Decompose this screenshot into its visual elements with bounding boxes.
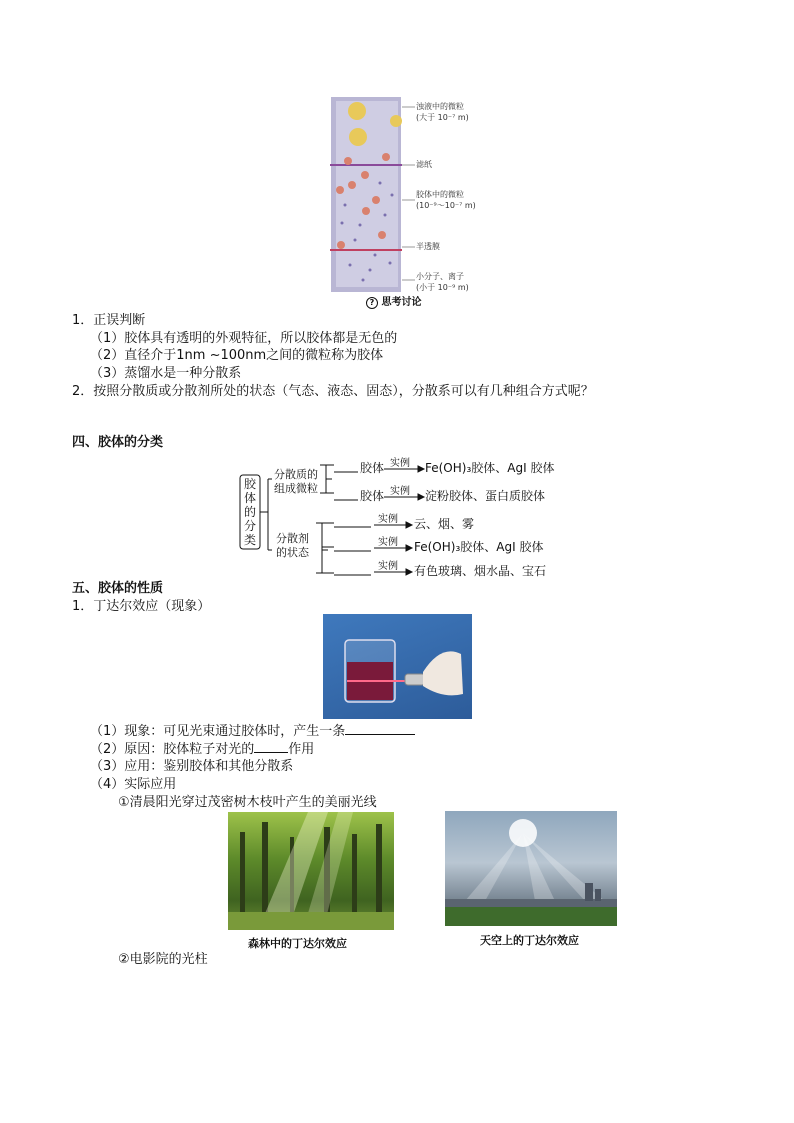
think-discuss-badge (366, 296, 421, 309)
example-1: Fe(OH)₃胶体、AgI 胶体 (425, 461, 555, 475)
label-turbid: 浊液中的微粒 (416, 102, 464, 111)
sky-photo (445, 811, 617, 926)
section5-sub1: 1．丁达尔效应（现象） (72, 599, 211, 614)
forest-photo (228, 812, 394, 930)
q1-item-2: （2）直径介于1nm ~100nm之间的微粒称为胶体 (90, 348, 384, 363)
forest-illustration (228, 812, 394, 930)
arrow-label-1: 实例 (390, 458, 410, 469)
word-colloid-1: 胶体 (360, 461, 385, 475)
label-colloid: 胶体中的微粒 (416, 190, 464, 199)
arrow-label-2: 实例 (390, 486, 410, 497)
classification-diagram (238, 455, 568, 580)
beaker-illustration (323, 614, 472, 719)
label-small: 小分子、离子 (416, 272, 464, 281)
root-label: 胶体的分类 (244, 477, 257, 547)
q1-item-3: （3）蒸馏水是一种分散系 (90, 366, 242, 381)
word-colloid-2: 胶体 (360, 489, 385, 503)
tyndall-beaker-photo (323, 614, 472, 719)
blank-1[interactable] (345, 722, 415, 735)
section5-title: 五、胶体的性质 (72, 581, 164, 596)
arrow-label-4: 实例 (378, 537, 398, 548)
label-membrane: 半透膜 (416, 242, 440, 251)
caption-forest: 森林中的丁达尔效应 (248, 937, 347, 950)
arrow-label-3: 实例 (378, 514, 398, 525)
branch2-line2: 的状态 (276, 546, 309, 559)
branch2-line1: 分散剂 (276, 532, 309, 545)
label-turbid-size: (大于 10⁻⁷ m) (416, 113, 469, 122)
p1-label: （1）现象：可见光束通过胶体时，产生一条 (90, 724, 346, 739)
example-5: 有色玻璃、烟水晶、宝石 (414, 564, 547, 578)
q1-item-1: （1）胶体具有透明的外观特征，所以胶体都是无色的 (90, 331, 398, 346)
p2-text (90, 740, 314, 758)
p1-text (90, 722, 415, 740)
section4-title: 四、胶体的分类 (72, 435, 164, 450)
p3-text: （3）应用：鉴别胶体和其他分散系 (90, 759, 294, 774)
p2-label-b: 作用 (288, 742, 315, 757)
q2-text: 2．按照分散质或分散剂所处的状态（气态、液态、固态），分散系可以有几种组合方式呢？ (72, 384, 594, 399)
q1-title: 1．正误判断 (72, 313, 146, 328)
branch1-line2: 组成微粒 (274, 482, 318, 495)
example-3: 云、烟、雾 (414, 517, 475, 531)
caption-sky: 天空上的丁达尔效应 (480, 934, 579, 947)
p4-text: （4）实际应用 (90, 777, 177, 792)
example-4: Fe(OH)₃胶体、AgI 胶体 (414, 540, 544, 554)
label-colloid-size: (10⁻⁹～10⁻⁷ m) (416, 201, 476, 210)
example-2: 淀粉胶体、蛋白质胶体 (425, 489, 546, 503)
p2-label-a: （2）原因：胶体粒子对光的 (90, 742, 255, 757)
p4-1-text: ①清晨阳光穿过茂密树木枝叶产生的美丽光线 (118, 795, 377, 810)
sky-illustration (445, 811, 617, 926)
question-bubble-icon: ? (366, 297, 378, 309)
blank-2[interactable] (254, 740, 288, 753)
badge-label: 思考讨论 (381, 297, 422, 308)
label-filter: 滤纸 (416, 160, 432, 169)
arrow-label-5: 实例 (378, 561, 398, 572)
label-small-size: (小于 10⁻⁹ m) (416, 283, 469, 292)
branch1-line1: 分散质的 (274, 468, 318, 481)
p4-2-text: ②电影院的光柱 (118, 952, 208, 967)
